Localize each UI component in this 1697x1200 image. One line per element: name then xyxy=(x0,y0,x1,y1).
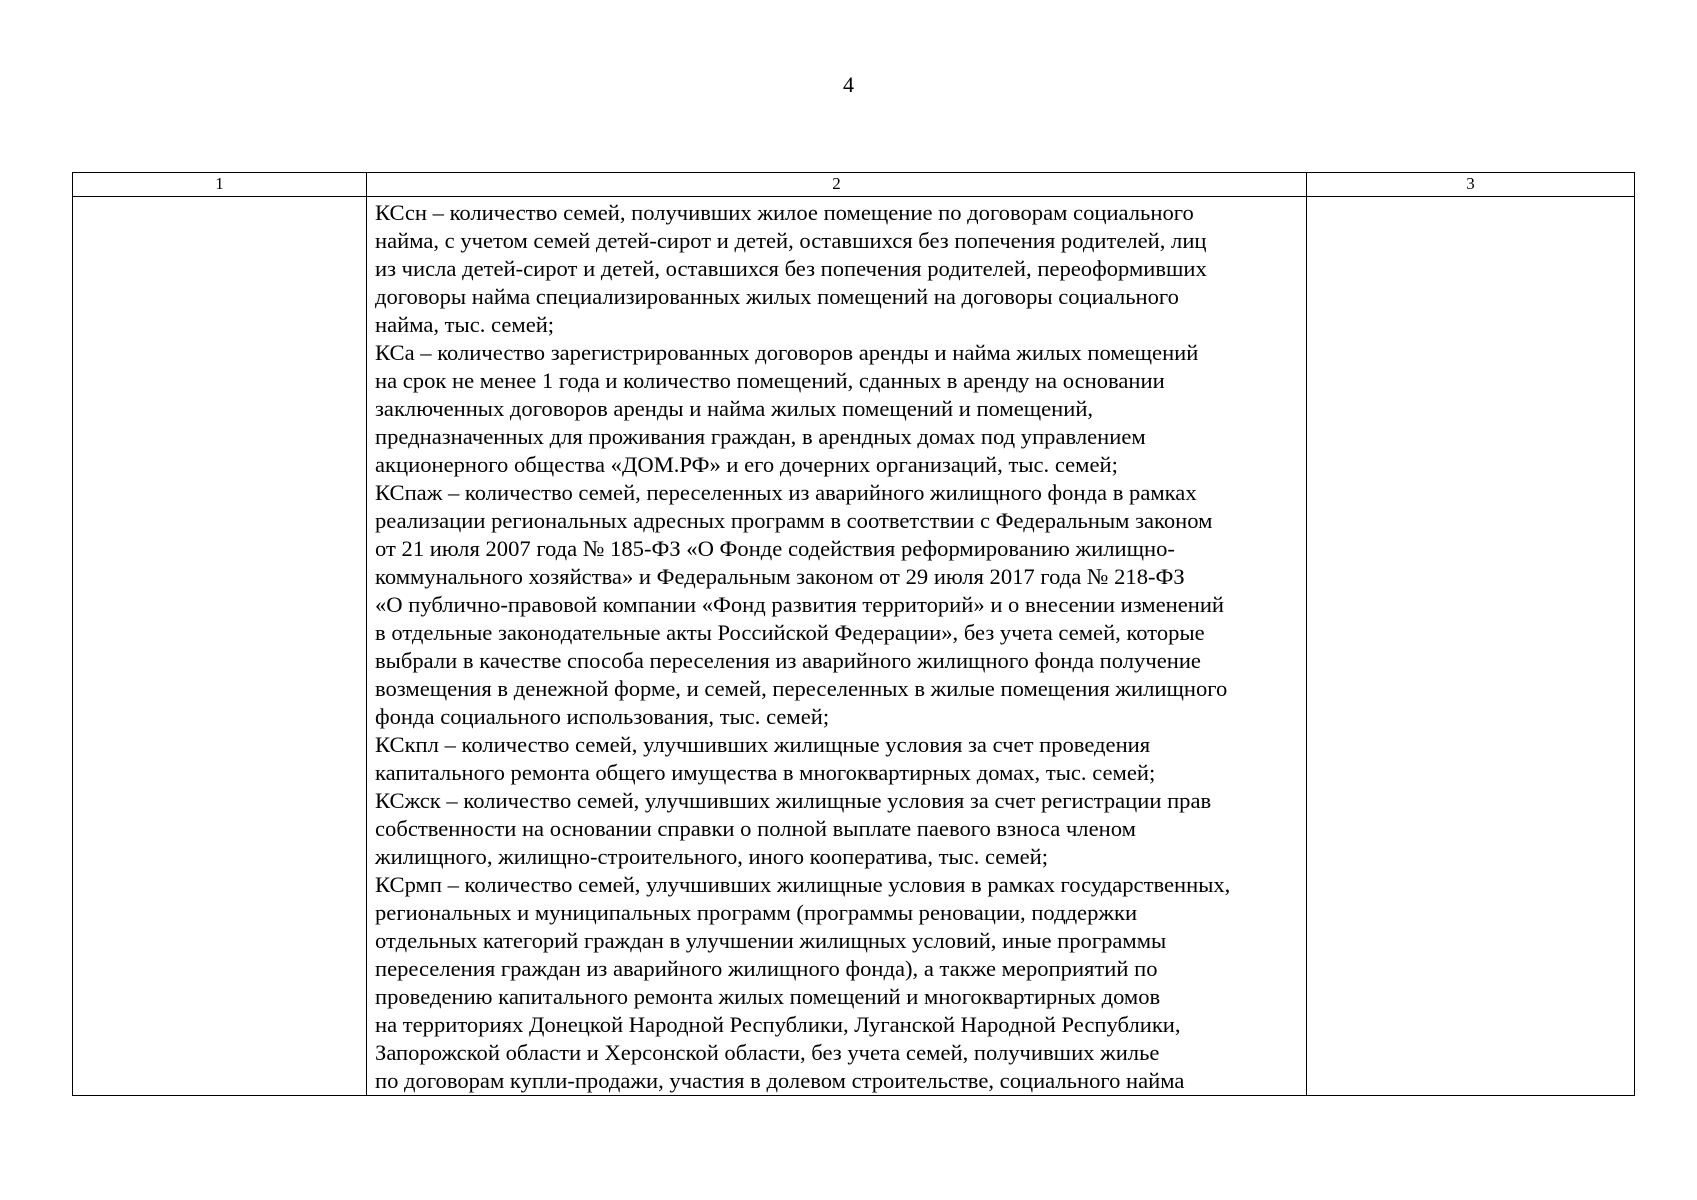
text-line: предназначенных для проживания граждан, в арендных домах под управлением xyxy=(375,424,1146,449)
text-line: реализации региональных адресных программ в соответствии с Федеральным законом xyxy=(375,508,1213,533)
text-line: найма, с учетом семей детей-сирот и детей, оставшихся без попечения родителей, лиц xyxy=(375,228,1207,253)
text-line: «О публично-правовой компании «Фонд развития территорий» и о внесении изменений xyxy=(375,592,1225,617)
column-header-3: 3 xyxy=(1307,173,1635,197)
table-row xyxy=(73,197,1635,1096)
text-line: КСпаж – количество семей, переселенных из аварийного жилищного фонда в рамках xyxy=(375,480,1197,505)
text-line: возмещения в денежной форме, и семей, переселенных в жилые помещения жилищного xyxy=(375,676,1228,701)
text-line: отдельных категорий граждан в улучшении жилищных условий, иные программы xyxy=(375,928,1167,953)
text-line: проведению капитального ремонта жилых помещений и многоквартирных домов xyxy=(375,984,1161,1009)
text-line: КСсн – количество семей, получивших жилое помещение по договорам социального xyxy=(375,200,1194,225)
cell-column-1 xyxy=(73,197,367,1096)
text-line: выбрали в качестве способа переселения из аварийного жилищного фонда получение xyxy=(375,648,1201,673)
text-line: коммунального хозяйства» и Федеральным законом от 29 июля 2017 года № 218-ФЗ xyxy=(375,564,1185,589)
text-line: договоры найма специализированных жилых помещений на договоры социального xyxy=(375,284,1179,309)
text-line: КСа – количество зарегистрированных договоров аренды и найма жилых помещений xyxy=(375,340,1199,365)
text-line: найма, тыс. семей; xyxy=(375,312,555,337)
text-line: из числа детей-сирот и детей, оставшихся без попечения родителей, переоформивших xyxy=(375,256,1207,281)
text-line: фонда социального использования, тыс. семей; xyxy=(375,704,830,729)
text-line: на территориях Донецкой Народной Республики, Луганской Народной Республики, xyxy=(375,1012,1181,1037)
text-line: в отдельные законодательные акты Российской Федерации», без учета семей, которые xyxy=(375,620,1205,645)
table-header-row xyxy=(73,173,1635,197)
text-line: КСкпл – количество семей, улучшивших жилищные условия за счет проведения xyxy=(375,732,1151,757)
text-line: по договорам купли-продажи, участия в долевом строительстве, социального найма xyxy=(375,1068,1185,1093)
text-line: жилищного, жилищно-строительного, иного кооператива, тыс. семей; xyxy=(375,844,1049,869)
page-number: 4 xyxy=(843,72,854,97)
text-line: на срок не менее 1 года и количество помещений, сданных в аренду на основании xyxy=(375,368,1165,393)
text-line: КСжск – количество семей, улучшивших жилищные условия за счет регистрации прав xyxy=(375,788,1212,813)
text-line: переселения граждан из аварийного жилищного фонда), а также мероприятий по xyxy=(375,956,1158,981)
cell-column-2 xyxy=(367,197,1307,1096)
text-line: от 21 июля 2007 года № 185-ФЗ «О Фонде содействия реформированию жилищно- xyxy=(375,536,1175,561)
text-line: КСрмп – количество семей, улучшивших жилищные условия в рамках государственных, xyxy=(375,872,1231,897)
text-line: региональных и муниципальных программ (программы реновации, поддержки xyxy=(375,900,1138,925)
column-header-2: 2 xyxy=(367,173,1307,197)
text-line: заключенных договоров аренды и найма жилых помещений и помещений, xyxy=(375,396,1094,421)
indicator-definitions-text xyxy=(375,199,1298,1095)
text-line: акционерного общества «ДОМ.РФ» и его дочерних организаций, тыс. семей; xyxy=(375,452,1118,477)
cell-column-3 xyxy=(1307,197,1635,1096)
text-line: капитального ремонта общего имущества в многоквартирных домах, тыс. семей; xyxy=(375,760,1156,785)
text-line: Запорожской области и Херсонской области, без учета семей, получивших жилье xyxy=(375,1040,1160,1065)
document-table xyxy=(72,172,1635,1096)
column-header-1: 1 xyxy=(73,173,367,197)
text-line: собственности на основании справки о полной выплате паевого взноса членом xyxy=(375,816,1136,841)
